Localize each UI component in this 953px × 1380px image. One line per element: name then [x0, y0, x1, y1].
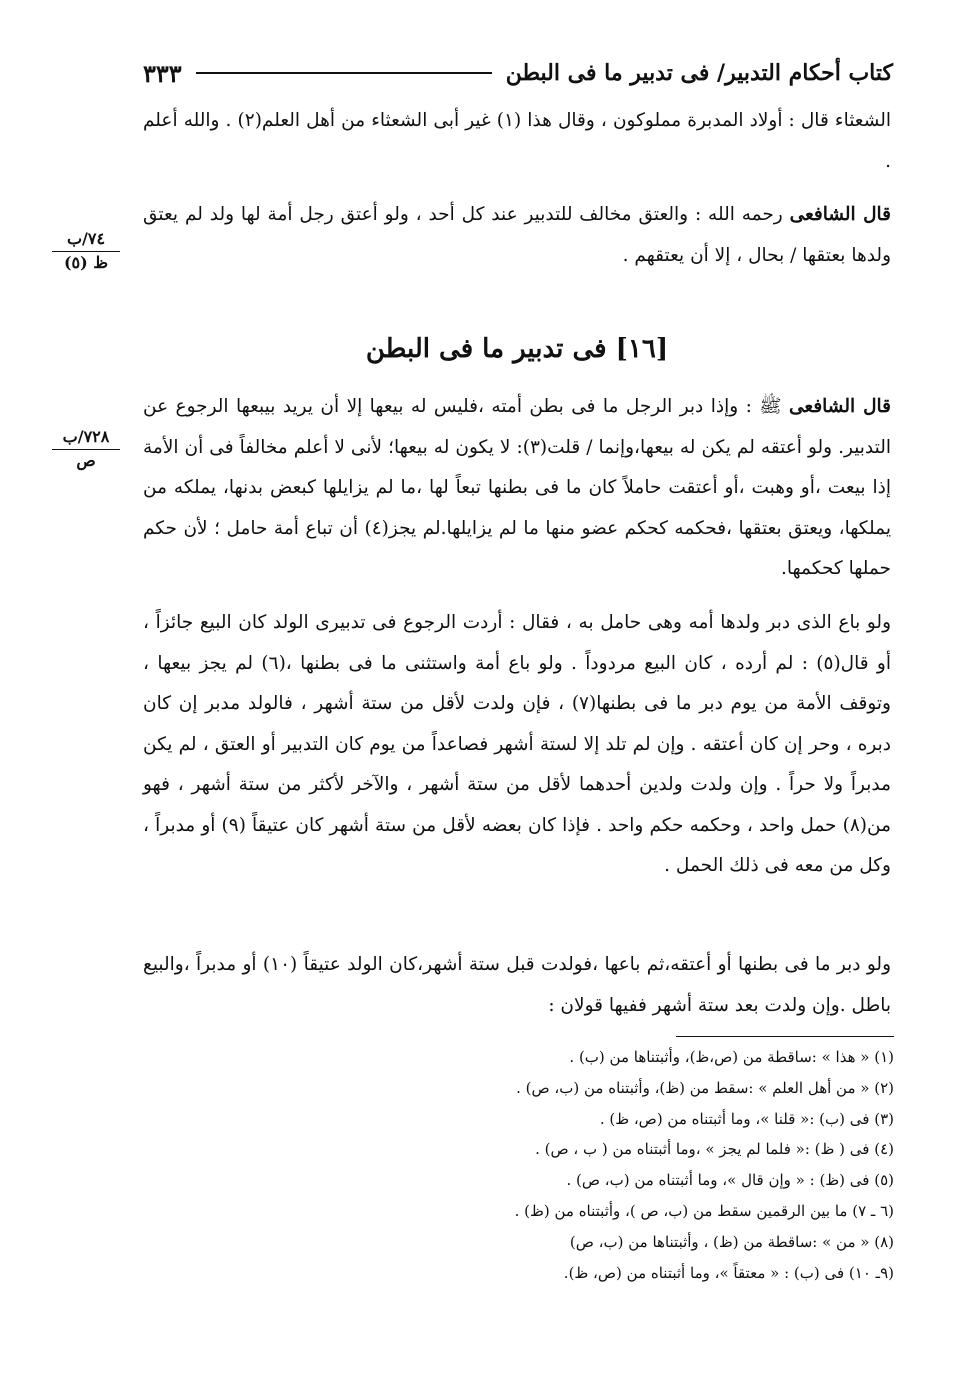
footnote: (٥) فى (ظ) : « وإن قال »، وما أثبتناه من (ب، ص) .	[566, 1171, 894, 1190]
footnote: (٨) « من » :ساقطة من (ظ) ، وأثبتناها من (ب، ص)	[569, 1232, 894, 1251]
footnote: (٦ ـ ٧) ما بين الرقمين سقط من (ب، ص )، وأثبتناه من (ظ) .	[514, 1201, 894, 1220]
margin-note-1	[52, 228, 120, 274]
paragraph-text: ﷺ : وإذا دبر الرجل ما فى بطن أمته ،فليس له بيعها إلا أن يريد بيبعها الرجوع عن التدبير. ولو أعتقه لم يكن له بيعها،وإنما / قلت(٣): لا يكون له بيعها؛ لأنى لا أعلم مخالفاً فى أن الأمة إذا بيعت ،أو وهبت ،أو أعتقت حاملاً كان ما فى بطنها تبعاً لها ،ما لم يزايلها كبعض بدنها، يملكه من يملكها، ويعتق بعتقها ،فحكمه كحكم عضو منها ما لم يزايلها.لم يجز(٤) أن تباع أمة حامل ؛ لأن حكم حملها كحكمها.	[143, 396, 891, 579]
paragraph-1	[143, 101, 891, 182]
footnote: (١) « هذا » :ساقطة من (ص،ظ)، وأثبتناها من (ب) .	[569, 1048, 894, 1066]
paragraph-3	[143, 387, 891, 590]
footnote: (٣) فى (ب) :« قلنا »، وما أثبتناه من (ص، ظ) .	[599, 1109, 894, 1128]
paragraph-5	[143, 945, 891, 1026]
footnote-rule	[676, 1036, 894, 1037]
paragraph-text: رحمه الله : والعتق مخالف للتدبير عند كل أحد ، ولو أعتق رجل أمة لها ولد لم يعتق ولدها بعتقها / بحال ، إلا أن يعتقهم .	[143, 204, 891, 266]
paragraph-text: الشعثاء قال : أولاد المدبرة مملوكون ، وقال هذا (١) غير أبى الشعثاء من أهل العلم(٢) . والله أعلم .	[143, 110, 892, 172]
footnote: (٩ـ ١٠) فى (ب) : « معتقاً »، وما أثبتناه من (ص، ظ).	[563, 1263, 894, 1282]
running-header	[143, 55, 893, 91]
header-rule	[196, 72, 492, 74]
footnote: (٤) فى ( ظ) :« فلما لم يجز » ،وما أثبتناه من ( ب ، ص) .	[535, 1140, 894, 1159]
footnotes	[300, 1042, 894, 1288]
page-number: ٣٣٣	[143, 58, 182, 88]
margin-note-folio: ٧٤/ب	[52, 228, 120, 252]
footnote: (٢) « من أهل العلم » :سقط من (ظ)، وأثبتناه من (ب، ص) .	[516, 1078, 894, 1097]
paragraph-2	[143, 195, 891, 276]
paragraph-text: ولو باع الذى دبر ولدها أمه وهى حامل به ، فقال : أردت الرجوع فى تدبيرى الولد كان البيع جائزاً ، أو قال(٥) : لم أرده ، كان البيع مردوداً . ولو باع أمة واستثنى ما فى بطنها ،(٦) لم يجز بيعها ، وتوقف الأمة من يوم دبر ما فى بطنها(٧) ، فإن ولدت لأقل من ستة أشهر ، فالولد مدبر إن كان دبره ، وحر إن كان أعتقه . وإن لم تلد إلا لستة أشهر فصاعداً من يوم كان التدبير أو العتق ، لم يكن مدبراً ولا حراً . وإن ولدت ولدين أحدهما لأقل من ستة أشهر ، والآخر لأكثر من ستة أشهر ، فهو من(٨) حمل واحد ، وحكمه حكم واحد . فإذا كان بعضه لأقل من ستة أشهر كان عتيقاً (٩) أو مدبراً ، وكل من معه فى ذلك الحمل .	[143, 612, 892, 876]
margin-note-ms: ص	[76, 451, 96, 470]
paragraph-4	[143, 603, 891, 887]
paragraph-lead: قال الشافعى	[788, 396, 891, 417]
section-heading: [١٦] فى تدبير ما فى البطن	[365, 334, 669, 364]
paragraph-lead: قال الشافعى	[789, 204, 892, 225]
margin-note-ms: ظ (٥)	[63, 253, 109, 272]
running-title: كتاب أحكام التدبير/ فى تدبير ما فى البطن	[505, 60, 893, 86]
margin-note-folio: ٧٢٨/ب	[52, 426, 120, 450]
margin-note-2	[52, 426, 120, 472]
paragraph-text: ولو دبر ما فى بطنها أو أعتقه،ثم باعها ،فولدت قبل ستة أشهر،كان الولد عتيقاً (١٠) أو مدبراً ،والبيع باطل .وإن ولدت بعد ستة أشهر ففيها قولان :	[143, 954, 891, 1016]
